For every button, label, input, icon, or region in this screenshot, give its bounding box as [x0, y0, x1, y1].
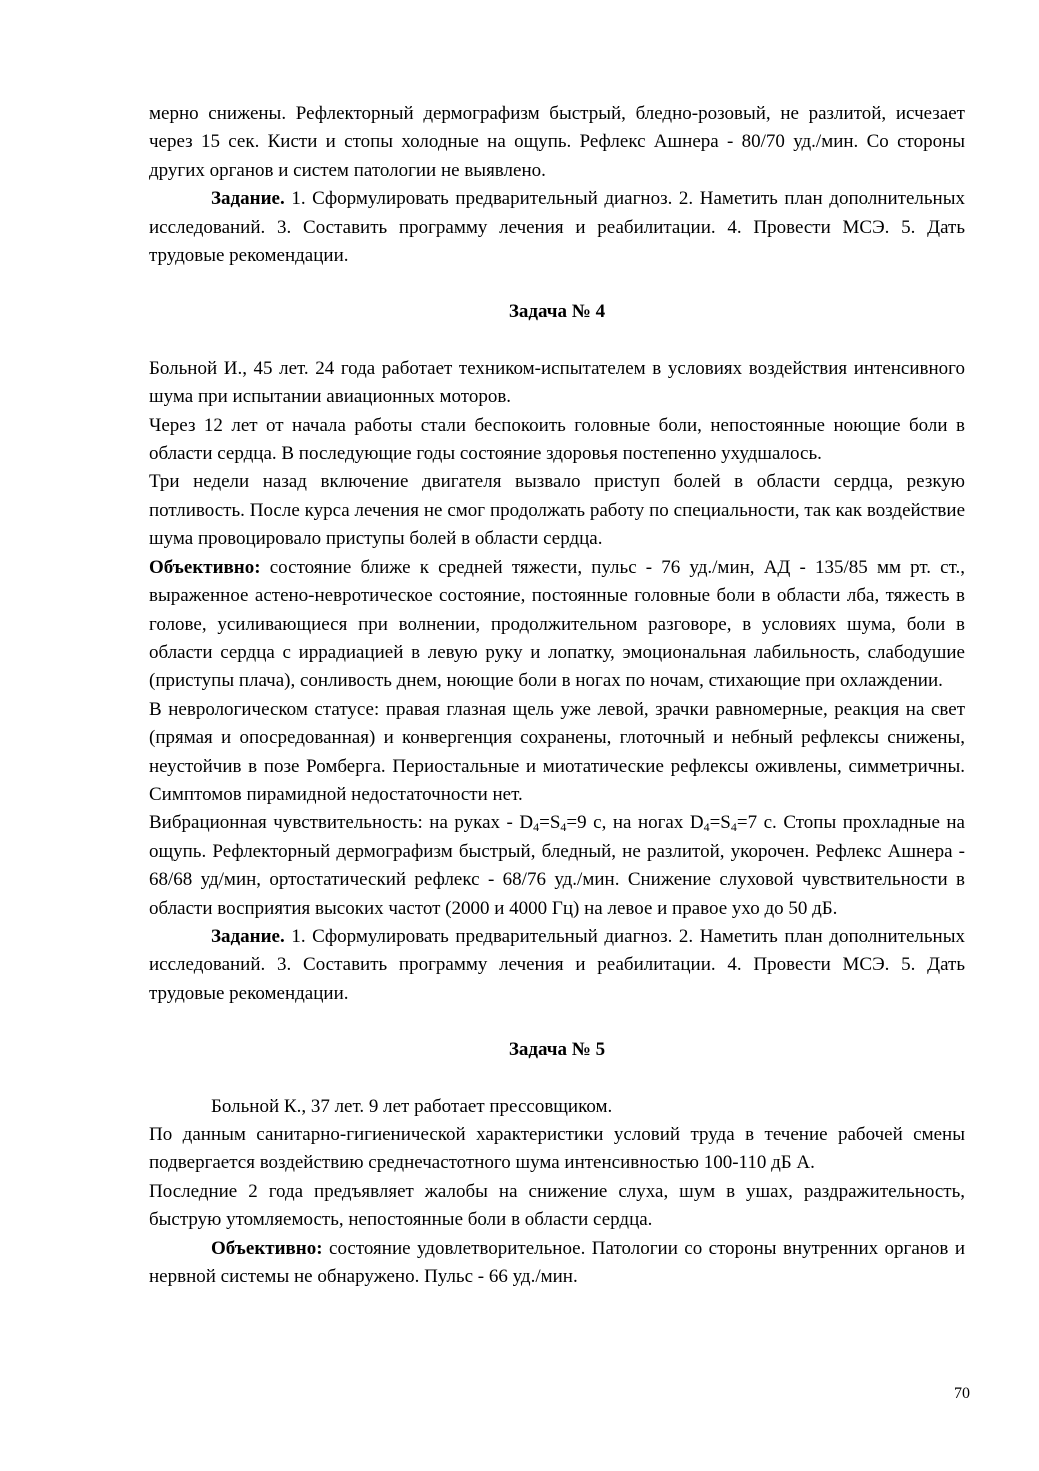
task4-paragraph-3: Три недели назад включение двигателя вызвало приступ болей в области сердца, резкую потливость. После курса лечения не смог продолжать работу по специальности, так как воздействие шума провоцировало приступы болей в области сердца.	[149, 471, 965, 550]
vib-text-2: =S	[539, 812, 561, 834]
task5-objective-paragraph	[149, 1235, 965, 1292]
objective-label: Объективно:	[211, 1237, 323, 1259]
document-page	[149, 100, 965, 1291]
task4-heading: Задача № 4	[508, 301, 606, 323]
task4-vibration-paragraph	[149, 809, 965, 923]
vib-text-5: =7 с. Стопы прохладные на ощупь. Рефлекторный дермографизм быстрый, бледный, не разлитой, укорочен. Рефлекс Ашнера - 68/68 уд/мин, ортостатический рефлекс - 68/76 уд./мин. Снижение слуховой чувствительности в области восприятия высоких частот (2000 и 4000 Гц) на левое и правое ухо до 50 дБ.	[149, 812, 965, 919]
paragraph-continuation: мерно снижены. Рефлекторный дермографизм быстрый, бледно-розовый, не разлитой, исчезает через 15 сек. Кисти и стопы холодные на ощупь. Рефлекс Ашнера - 80/70 уд./мин. Со стороны других органов и систем патологии не выявлено.	[149, 103, 965, 181]
assignment-label: Задание.	[211, 188, 285, 210]
vib-subscript-2: 4	[560, 820, 567, 835]
assignment-text: 1. Сформулировать предварительный диагноз. 2. Наметить план дополнительных исследований. 3. Составить программу лечения и реабилитации. 4. Провести МСЭ. 5. Дать трудовые рекомендации.	[149, 188, 965, 267]
task4-assignment-paragraph	[149, 923, 965, 1008]
task5-heading: Задача № 5	[508, 1039, 606, 1061]
objective-label: Объективно:	[149, 556, 261, 578]
assignment-text: 1. Сформулировать предварительный диагноз. 2. Наметить план дополнительных исследований. 3. Составить программу лечения и реабилитации. 4. Провести МСЭ. 5. Дать трудовые рекомендации.	[149, 925, 965, 1004]
vib-text-1: Вибрационная чувствительность: на руках - D	[149, 812, 534, 834]
vib-subscript-3: 4	[703, 820, 710, 835]
vib-text-3: =9 с, на ногах D	[566, 812, 704, 834]
task4-objective-paragraph	[149, 554, 965, 696]
task5-paragraph-1: Больной К., 37 лет. 9 лет работает прессовщиком.	[211, 1095, 613, 1117]
objective-text: состояние ближе к средней тяжести, пульс - 76 уд./мин, АД - 135/85 мм рт. ст., выраженное астено-невротическое состояние, постоянные головные боли в области лба, тяжесть в голове, усиливающиеся при волнении, продолжительном разговоре, в условиях шума, боли в области сердца с иррадиацией в левую руку и лопатку, эмоциональная лабильность, слабодушие (приступы плача), сонливость днем, ноющие боли в ногах по ночам, стихающие при охлаждении.	[149, 556, 965, 692]
task5-paragraph-2: По данным санитарно-гигиенической характеристики условий труда в течение рабочей смены подвергается воздействию среднечастотного шума интенсивностью 100-110 дБ А.	[149, 1124, 965, 1174]
vib-text-4: =S	[709, 812, 731, 834]
page-number: 70	[954, 1385, 970, 1402]
vib-subscript-4: 4	[730, 820, 737, 835]
vib-subscript-1: 4	[533, 820, 540, 835]
task5-paragraph-3: Последние 2 года предъявляет жалобы на снижение слуха, шум в ушах, раздражительность, быструю утомляемость, непостоянные боли в области сердца.	[149, 1180, 965, 1231]
task4-paragraph-2: Через 12 лет от начала работы стали беспокоить головные боли, непостоянные ноющие боли в области сердца. В последующие годы состояние здоровья постепенно ухудшалось.	[149, 414, 965, 465]
task4-paragraph-1: Больной И., 45 лет. 24 года работает техником-испытателем в условиях воздействия интенсивного шума при испытании авиационных моторов.	[149, 357, 965, 408]
task3-assignment-paragraph	[149, 185, 965, 270]
task4-neuro-status-paragraph: В неврологическом статусе: правая глазная щель уже левой, зрачки равномерные, реакция на свет (прямая и опосредованная) и конвергенция сохранены, глоточный и небный рефлексы снижены, неустойчив в позе Ромберга. Периостальные и миотатические рефлексы оживлены, симметричны. Симптомов пирамидной недостаточности нет.	[149, 698, 965, 805]
objective-text: состояние удовлетворительное. Патологии со стороны внутренних органов и нервной системы не обнаружено. Пульс - 66 уд./мин.	[149, 1237, 965, 1288]
assignment-label: Задание.	[211, 925, 285, 947]
